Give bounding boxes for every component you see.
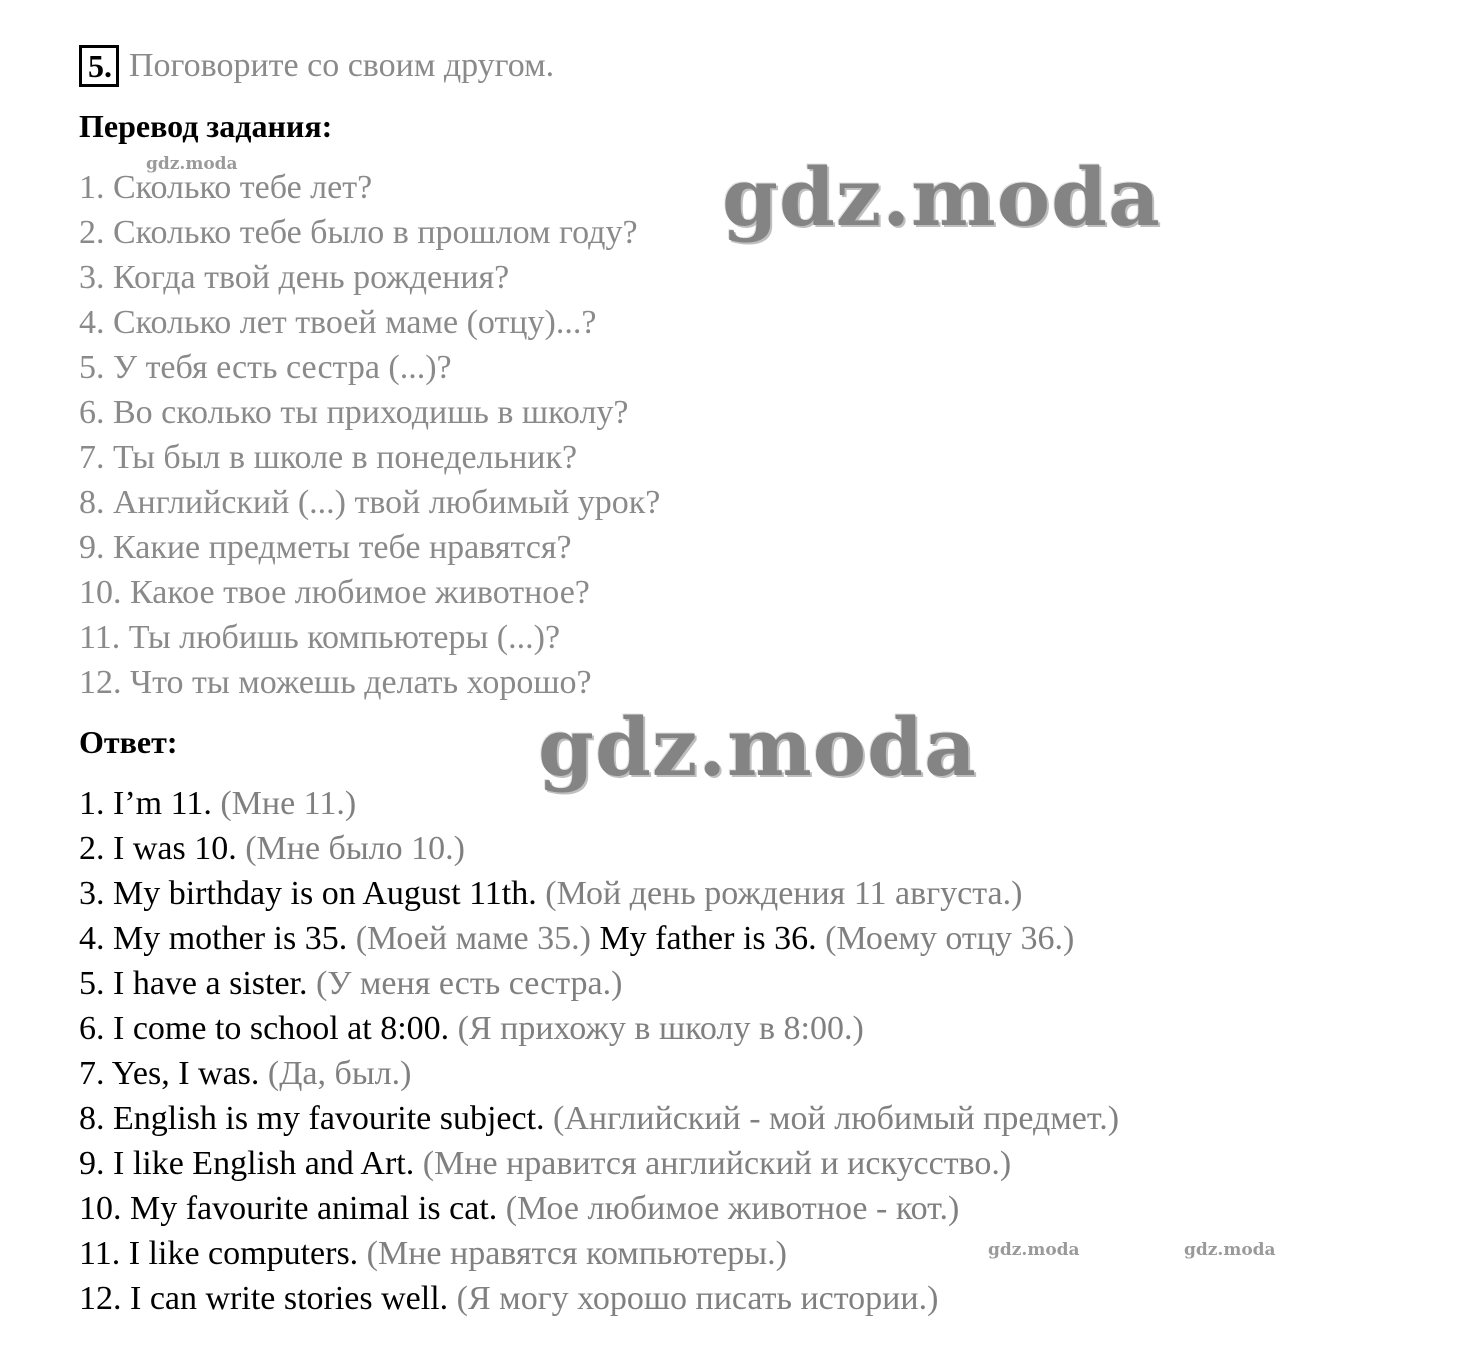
question-item: 3. Когда твой день рождения?: [79, 259, 510, 296]
answer-russian: (Мой день рождения 11 августа.): [545, 875, 1023, 912]
answer-english-second: My father is 36.: [599, 920, 817, 957]
question-item: 2. Сколько тебе было в прошлом году?: [79, 214, 638, 251]
answer-russian: (Я могу хорошо писать истории.): [456, 1280, 939, 1317]
question-item: 4. Сколько лет твоей маме (отцу)...?: [79, 304, 597, 341]
watermark-small: gdz.moda: [146, 154, 238, 174]
answer-russian: (Мое любимое животное - кот.): [505, 1190, 960, 1227]
answer-russian: (Моей маме 35.): [355, 920, 591, 957]
question-item: 1. Сколько тебе лет?: [79, 169, 373, 206]
answer-item: [79, 1186, 1119, 1231]
answer-item: [79, 826, 1119, 871]
answer-english: 6. I come to school at 8:00.: [79, 1010, 450, 1047]
answer-russian: (Мне 11.): [220, 785, 357, 822]
answer-russian: (Мне нравятся компьютеры.): [366, 1235, 787, 1272]
answer-item: [79, 961, 1119, 1006]
translation-heading: Перевод задания:: [79, 108, 333, 144]
answer-english: 11. I like computers.: [79, 1235, 359, 1272]
answer-item: [79, 1231, 1119, 1276]
answer-item: [79, 1141, 1119, 1186]
answer-english: 3. My birthday is on August 11th.: [79, 875, 537, 912]
answer-russian-second: (Моему отцу 36.): [825, 920, 1075, 957]
answer-english: 12. I can write stories well.: [79, 1280, 449, 1317]
answer-english: 2. I was 10.: [79, 830, 237, 867]
answer-russian: (Я прихожу в школу в 8:00.): [457, 1010, 864, 1047]
answer-russian: (Мне нравится английский и искусство.): [422, 1145, 1012, 1182]
question-item: 12. Что ты можешь делать хорошо?: [79, 664, 592, 701]
task-number: 5.: [79, 45, 119, 87]
question-item: 8. Английский (...) твой любимый урок?: [79, 484, 661, 521]
answer-russian: (У меня есть сестра.): [316, 965, 623, 1002]
answer-item: [79, 1096, 1119, 1141]
question-list: [79, 165, 660, 705]
question-item: 11. Ты любишь компьютеры (...)?: [79, 619, 561, 656]
answer-english: 9. I like English and Art.: [79, 1145, 415, 1182]
watermark-large: gdz.moda: [722, 150, 1161, 244]
answer-item: [79, 1051, 1119, 1096]
answer-item: [79, 916, 1119, 961]
question-item: 6. Во сколько ты приходишь в школу?: [79, 394, 629, 431]
task-header: [79, 42, 554, 90]
answer-list: [79, 781, 1119, 1321]
answer-english: 8. English is my favourite subject.: [79, 1100, 545, 1137]
answer-item: [79, 1006, 1119, 1051]
answer-english: 10. My favourite animal is cat.: [79, 1190, 498, 1227]
answer-russian: (Мне было 10.): [245, 830, 465, 867]
question-item: 7. Ты был в школе в понедельник?: [79, 439, 578, 476]
question-item: 5. У тебя есть сестра (...)?: [79, 349, 452, 386]
watermark-large: gdz.moda: [538, 700, 977, 794]
answer-item: [79, 871, 1119, 916]
answer-russian: (Английский - мой любимый предмет.): [553, 1100, 1120, 1137]
question-item: 10. Какое твое любимое животное?: [79, 574, 590, 611]
answer-heading: Ответ:: [79, 724, 178, 760]
answer-english: 4. My mother is 35.: [79, 920, 348, 957]
watermark-small: gdz.moda: [988, 1240, 1080, 1260]
task-instruction: Поговорите со своим другом.: [129, 47, 555, 84]
question-item: 9. Какие предметы тебе нравятся?: [79, 529, 572, 566]
answer-english: 7. Yes, I was.: [79, 1055, 260, 1092]
answer-english: 5. I have a sister.: [79, 965, 308, 1002]
answer-item: [79, 1276, 1119, 1321]
watermark-small: gdz.moda: [1184, 1240, 1276, 1260]
answer-english: 1. I’m 11.: [79, 785, 212, 822]
answer-russian: (Да, был.): [267, 1055, 412, 1092]
